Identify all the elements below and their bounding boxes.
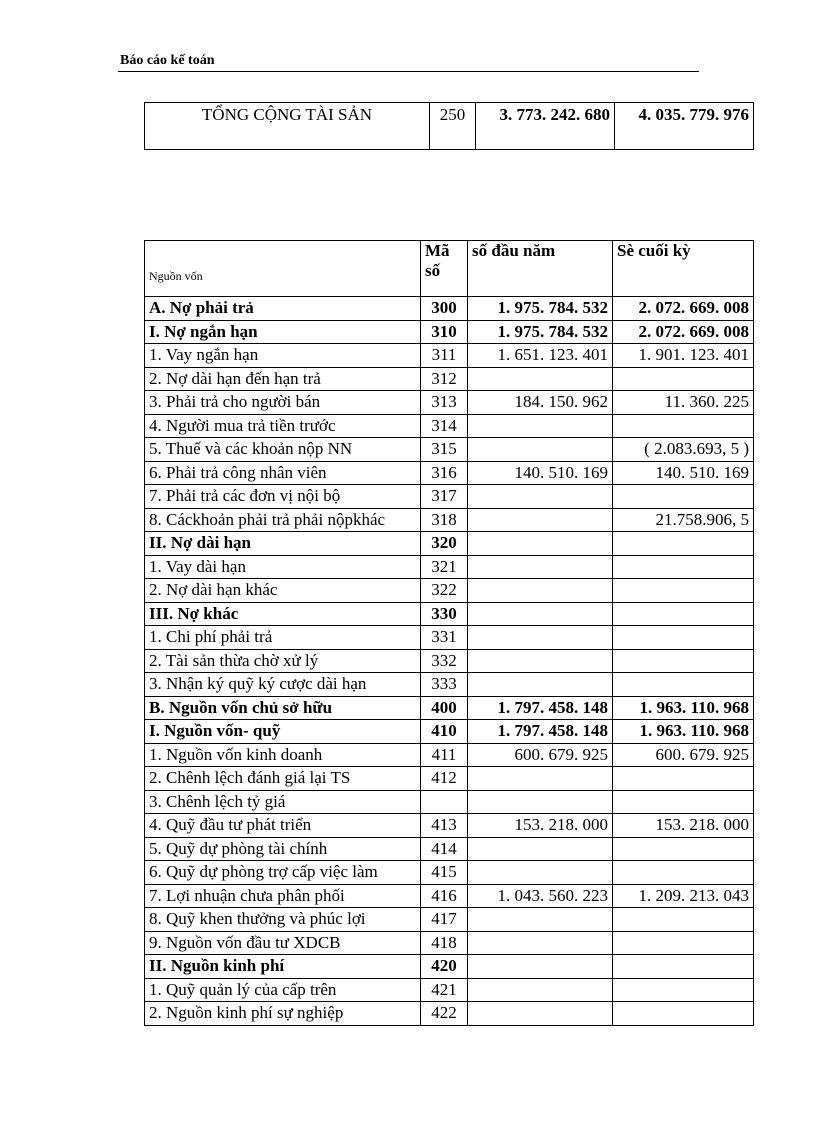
row-end-value: [613, 602, 754, 626]
row-code: 421: [421, 978, 468, 1002]
table-row: [145, 297, 754, 321]
table-row: [145, 602, 754, 626]
table-row: [145, 391, 754, 415]
row-end-value: [613, 1002, 754, 1026]
row-code: 420: [421, 955, 468, 979]
row-label: 3. Chênh lệch tỷ giá: [145, 790, 421, 814]
row-label: 6. Phải trả công nhân viên: [145, 461, 421, 485]
table-row: [145, 673, 754, 697]
row-end-value: 600. 679. 925: [613, 743, 754, 767]
row-code: 316: [421, 461, 468, 485]
row-label: 2. Tài sản thừa chờ xử lý: [145, 649, 421, 673]
table-row: [145, 485, 754, 509]
row-code: 314: [421, 414, 468, 438]
row-code: 418: [421, 931, 468, 955]
row-begin-value: [468, 367, 613, 391]
row-end-value: [613, 837, 754, 861]
row-label: 8. Cáckhoản phải trả phải nộpkhác: [145, 508, 421, 532]
table-row: [145, 743, 754, 767]
table-row: [145, 508, 754, 532]
row-label: B. Nguồn vốn chủ sở hữu: [145, 696, 421, 720]
row-begin-value: [468, 837, 613, 861]
row-end-value: 153. 218. 000: [613, 814, 754, 838]
row-begin-value: 600. 679. 925: [468, 743, 613, 767]
row-end-value: 2. 072. 669. 008: [613, 320, 754, 344]
row-end-value: 1. 963. 110. 968: [613, 696, 754, 720]
row-label: A. Nợ phải trả: [145, 297, 421, 321]
row-code: 333: [421, 673, 468, 697]
row-end-value: 1. 209. 213. 043: [613, 884, 754, 908]
row-code: 412: [421, 767, 468, 791]
table-row: [145, 790, 754, 814]
row-begin-value: 1. 797. 458. 148: [468, 720, 613, 744]
row-code: 417: [421, 908, 468, 932]
row-end-value: [613, 579, 754, 603]
row-end-value: [613, 931, 754, 955]
row-end-value: [613, 673, 754, 697]
row-end-value: [613, 367, 754, 391]
row-label: I. Nợ ngắn hạn: [145, 320, 421, 344]
row-end-value: 11. 360. 225: [613, 391, 754, 415]
row-begin-value: [468, 508, 613, 532]
row-begin-value: [468, 626, 613, 650]
row-begin-value: 1. 975. 784. 532: [468, 320, 613, 344]
row-code: 322: [421, 579, 468, 603]
table-row: [145, 696, 754, 720]
table-row: [145, 649, 754, 673]
header-code: Mã số: [421, 241, 468, 297]
row-begin-value: [468, 978, 613, 1002]
row-end-value: [613, 978, 754, 1002]
row-code: 311: [421, 344, 468, 368]
row-code: 312: [421, 367, 468, 391]
row-code: 416: [421, 884, 468, 908]
table-row: [145, 814, 754, 838]
row-begin-value: 1. 975. 784. 532: [468, 297, 613, 321]
total-assets-end: 4. 035. 779. 976: [615, 103, 754, 150]
row-label: 1. Nguồn vốn kinh doanh: [145, 743, 421, 767]
row-code: 332: [421, 649, 468, 673]
table-row: [145, 720, 754, 744]
row-end-value: [613, 555, 754, 579]
row-begin-value: [468, 767, 613, 791]
row-end-value: [613, 861, 754, 885]
row-begin-value: [468, 485, 613, 509]
row-label: 6. Quỹ dự phòng trợ cấp việc làm: [145, 861, 421, 885]
row-begin-value: [468, 908, 613, 932]
row-end-value: [613, 955, 754, 979]
row-label: 8. Quỹ khen thưởng và phúc lợi: [145, 908, 421, 932]
table-row: [145, 626, 754, 650]
row-begin-value: [468, 649, 613, 673]
row-end-value: [613, 626, 754, 650]
table-row: [145, 532, 754, 556]
row-end-value: [613, 790, 754, 814]
total-assets-begin: 3. 773. 242. 680: [476, 103, 615, 150]
row-begin-value: [468, 438, 613, 462]
row-label: 1. Chi phí phải trả: [145, 626, 421, 650]
table-row: [145, 367, 754, 391]
row-label: 2. Nguồn kinh phí sự nghiệp: [145, 1002, 421, 1026]
table-row: [145, 861, 754, 885]
row-end-value: 140. 510. 169: [613, 461, 754, 485]
row-code: 413: [421, 814, 468, 838]
table-row: [145, 908, 754, 932]
row-label: 4. Quỹ đầu tư phát triển: [145, 814, 421, 838]
row-label: II. Nợ dài hạn: [145, 532, 421, 556]
row-code: 320: [421, 532, 468, 556]
row-label: 1. Vay dài hạn: [145, 555, 421, 579]
table-row: [145, 837, 754, 861]
row-code: 310: [421, 320, 468, 344]
row-code: 400: [421, 696, 468, 720]
table-row: [145, 344, 754, 368]
row-begin-value: [468, 414, 613, 438]
report-title: Báo cáo kế toán: [120, 53, 215, 68]
table-row: [145, 955, 754, 979]
row-begin-value: 1. 043. 560. 223: [468, 884, 613, 908]
row-begin-value: [468, 861, 613, 885]
table-row: [145, 438, 754, 462]
header-end: Sè cuối kỳ: [613, 241, 754, 297]
row-label: 2. Nợ dài hạn khác: [145, 579, 421, 603]
row-label: 2. Chênh lệch đánh giá lại TS: [145, 767, 421, 791]
row-code: 411: [421, 743, 468, 767]
row-end-value: [613, 649, 754, 673]
total-assets-label: TỔNG CỘNG TÀI SẢN: [145, 103, 430, 150]
total-assets-row: [145, 103, 754, 150]
row-label: 3. Nhận ký quỹ ký cược dài hạn: [145, 673, 421, 697]
table-row: [145, 320, 754, 344]
row-label: 7. Phải trả các đơn vị nội bộ: [145, 485, 421, 509]
row-label: I. Nguồn vốn- quỹ: [145, 720, 421, 744]
row-label: 3. Phải trả cho người bán: [145, 391, 421, 415]
row-begin-value: 1. 651. 123. 401: [468, 344, 613, 368]
row-begin-value: [468, 790, 613, 814]
row-end-value: [613, 908, 754, 932]
row-label: III. Nợ khác: [145, 602, 421, 626]
table-row: [145, 1002, 754, 1026]
row-begin-value: [468, 673, 613, 697]
row-end-value: 1. 963. 110. 968: [613, 720, 754, 744]
row-begin-value: 1. 797. 458. 148: [468, 696, 613, 720]
table-row: [145, 931, 754, 955]
row-code: [421, 790, 468, 814]
row-begin-value: 184. 150. 962: [468, 391, 613, 415]
row-label: 7. Lợi nhuận chưa phân phối: [145, 884, 421, 908]
row-code: 415: [421, 861, 468, 885]
header-label: Nguồn vốn: [145, 241, 421, 297]
row-label: II. Nguồn kinh phí: [145, 955, 421, 979]
row-code: 313: [421, 391, 468, 415]
row-code: 330: [421, 602, 468, 626]
row-label: 2. Nợ dài hạn đến hạn trả: [145, 367, 421, 391]
row-end-value: ( 2.083.693, 5 ): [613, 438, 754, 462]
row-begin-value: 140. 510. 169: [468, 461, 613, 485]
header-divider: [118, 71, 699, 72]
row-label: 4. Người mua trả tiền trước: [145, 414, 421, 438]
row-label: 5. Thuế và các khoản nộp NN: [145, 438, 421, 462]
row-code: 317: [421, 485, 468, 509]
row-end-value: 2. 072. 669. 008: [613, 297, 754, 321]
table-row: [145, 414, 754, 438]
row-begin-value: [468, 931, 613, 955]
header-begin: số đầu năm: [468, 241, 613, 297]
row-begin-value: [468, 532, 613, 556]
table-row: [145, 978, 754, 1002]
row-code: 321: [421, 555, 468, 579]
table-row: [145, 884, 754, 908]
table-row: [145, 461, 754, 485]
row-code: 318: [421, 508, 468, 532]
capital-sources-table: [144, 240, 754, 1026]
row-begin-value: [468, 955, 613, 979]
row-code: 414: [421, 837, 468, 861]
row-code: 315: [421, 438, 468, 462]
row-begin-value: [468, 1002, 613, 1026]
row-begin-value: [468, 555, 613, 579]
row-begin-value: 153. 218. 000: [468, 814, 613, 838]
row-begin-value: [468, 602, 613, 626]
row-end-value: [613, 532, 754, 556]
row-label: 9. Nguồn vốn đầu tư XDCB: [145, 931, 421, 955]
table-row: [145, 555, 754, 579]
row-end-value: [613, 485, 754, 509]
row-end-value: 21.758.906, 5: [613, 508, 754, 532]
row-end-value: [613, 414, 754, 438]
row-end-value: 1. 901. 123. 401: [613, 344, 754, 368]
total-assets-code: 250: [430, 103, 476, 150]
row-code: 300: [421, 297, 468, 321]
row-begin-value: [468, 579, 613, 603]
row-code: 331: [421, 626, 468, 650]
total-assets-table: [144, 102, 754, 150]
row-code: 410: [421, 720, 468, 744]
row-label: 1. Vay ngắn hạn: [145, 344, 421, 368]
table-row: [145, 767, 754, 791]
row-code: 422: [421, 1002, 468, 1026]
table-row: [145, 579, 754, 603]
row-label: 1. Quỹ quản lý của cấp trên: [145, 978, 421, 1002]
row-end-value: [613, 767, 754, 791]
table-header-row: [145, 241, 754, 297]
row-label: 5. Quỹ dự phòng tài chính: [145, 837, 421, 861]
